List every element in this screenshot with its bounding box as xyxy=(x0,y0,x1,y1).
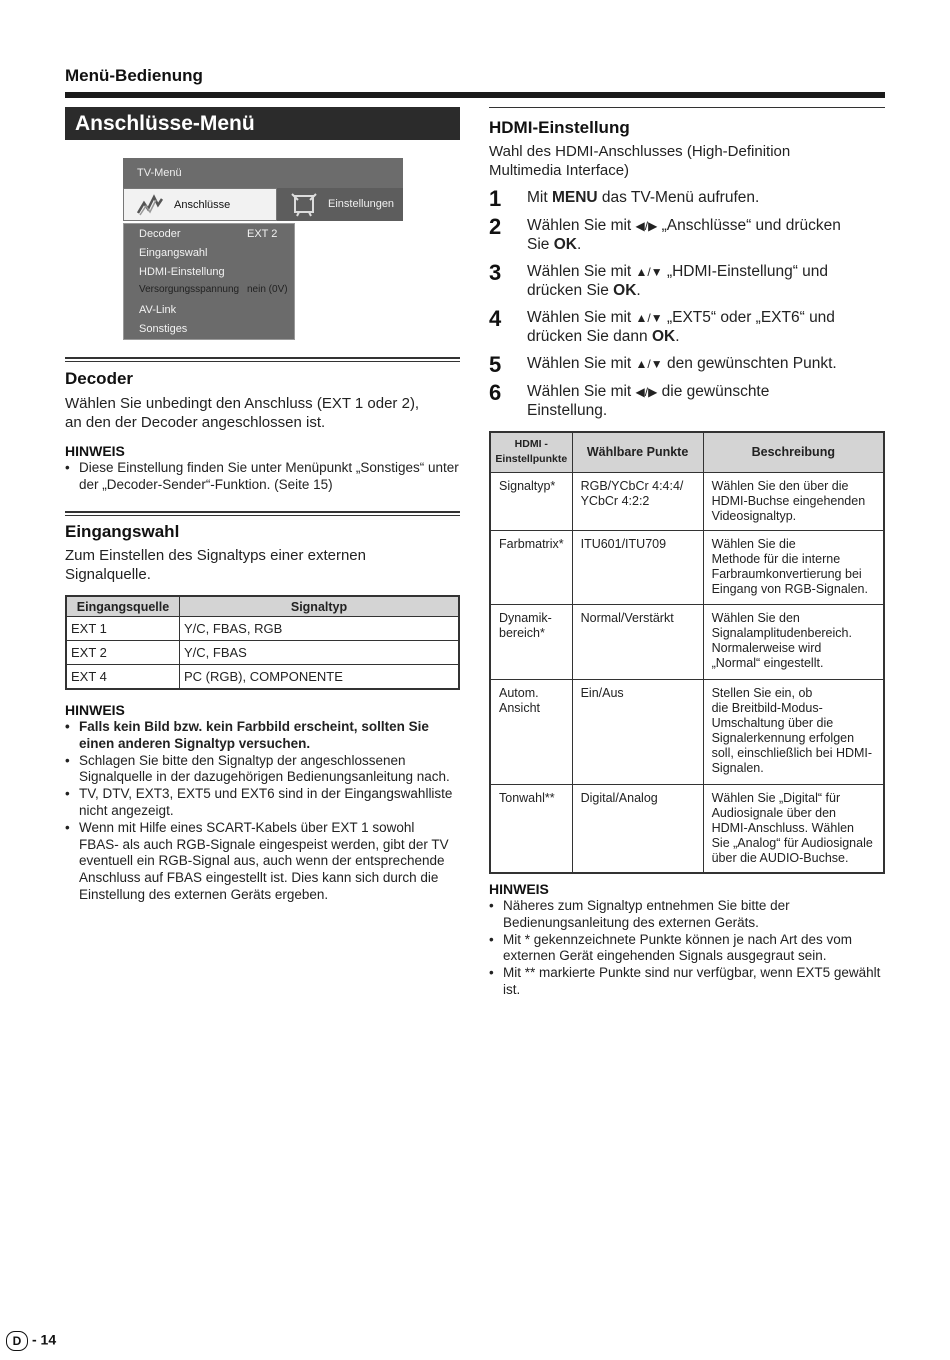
signal-table xyxy=(65,595,460,690)
step-text xyxy=(527,309,887,346)
step-key: OK xyxy=(651,327,676,345)
hdmi-intro-line: Multimedia Interface) xyxy=(489,162,630,179)
step-text-part: Wählen Sie mit xyxy=(527,309,636,326)
hdmi-top-rule xyxy=(489,107,885,108)
step-text-part: Wählen Sie mit xyxy=(527,217,636,234)
connection-icon xyxy=(136,193,168,217)
decoder-text-line: Wählen Sie unbedingt den Anschluss (EXT 1 oder 2), xyxy=(65,395,420,412)
table-cell: Normal/Verstärkt xyxy=(572,604,703,679)
arrow-keys-icon: ◀/▶ xyxy=(635,385,658,399)
table-header: Beschreibung xyxy=(703,432,884,472)
page-number: - 14 xyxy=(32,1331,57,1348)
menu-row-label: Sonstiges xyxy=(139,323,188,335)
tv-menu-title: TV-Menü xyxy=(123,158,403,188)
tv-menu-illustration xyxy=(123,158,403,340)
table-cell: Tonwahl** xyxy=(490,784,572,873)
menu-row-eingangswahl xyxy=(139,244,208,263)
section-divider xyxy=(65,357,460,362)
table-cell: EXT 4 xyxy=(66,665,180,690)
table-cell: Farbmatrix* xyxy=(490,530,572,604)
settings-icon xyxy=(289,191,319,217)
step-text-part: Sie xyxy=(527,235,554,253)
note-item: • Diese Einstellung finden Sie unter Menüpunkt „Sonstiges“ unter der „Decoder-Sender“-Funktion. (Seite 15) xyxy=(65,460,460,494)
table-header: HDMI - Einstellpunkte xyxy=(490,432,572,472)
step-text xyxy=(527,263,887,300)
table-cell: PC (RGB), COMPONENTE xyxy=(180,665,460,690)
eingangswahl-notes xyxy=(65,719,457,904)
step-text-part: . xyxy=(636,281,641,299)
eingangswahl-text-line: Zum Einstellen des Signaltyps einer externen xyxy=(65,547,366,564)
note-item: • Näheres zum Signaltyp entnehmen Sie bitte der Bedienungsanleitung des externen Geräts. xyxy=(489,898,885,932)
step-key: OK xyxy=(553,235,577,253)
note-item: • Schlagen Sie bitte den Signaltyp der angeschlossenen Signalquelle in der dazugehörigen Bedienungsanleitung nach. xyxy=(65,753,457,787)
menu-row-versorgung xyxy=(139,282,288,301)
step-text-part: „HDMI-Einstellung“ und xyxy=(662,263,829,280)
table-cell: ITU601/ITU709 xyxy=(572,530,703,604)
step-text xyxy=(527,383,887,420)
eingangswahl-hinweis: HINWEIS xyxy=(65,702,125,718)
menu-row-label: HDMI-Einstellung xyxy=(139,266,225,278)
page-footer xyxy=(6,1331,56,1351)
table-cell: Ein/Aus xyxy=(572,679,703,784)
table-row xyxy=(490,530,884,604)
decoder-notes xyxy=(65,460,460,494)
table-cell: Y/C, FBAS xyxy=(180,641,460,665)
step-text-part: den gewünschten Punkt. xyxy=(662,355,837,372)
menu-row-label: Versorgungsspannung xyxy=(139,284,240,295)
menu-row-value: nein (0V) xyxy=(247,284,288,295)
step-text-part: Wählen Sie mit xyxy=(527,383,636,400)
note-item: • Wenn mit Hilfe eines SCART-Kabels über EXT 1 sowohl FBAS- als auch RGB-Signale eingespeist werden, gibt der TV eventuell ein RGB-Signal aus, auch wenn der entsprechende Anschluss auf FBAS eingestellt ist. Dies kann sich durch die Einstellung des externen Geräts ergeben. xyxy=(65,820,457,904)
table-header-row xyxy=(66,596,459,617)
table-cell: Wählen Sie den über die HDMI-Buchse eingehenden Videosignaltyp. xyxy=(703,472,884,530)
menu-row-hdmi xyxy=(139,263,225,282)
page-header-title: Menü-Bedienung xyxy=(65,66,203,85)
tab-einstellungen xyxy=(277,188,403,221)
note-item: • Falls kein Bild bzw. kein Farbbild erscheint, sollten Sie einen anderen Signaltyp versuchen. xyxy=(65,719,457,753)
step-text-part: „EXT5“ oder „EXT6“ und xyxy=(662,309,835,326)
section-banner: Anschlüsse-Menü xyxy=(65,107,460,140)
table-cell: Wählen Sie den Signalamplitudenbereich. Normalerweise wird „Normal“ eingestellt. xyxy=(703,604,884,679)
table-header-row xyxy=(490,432,884,472)
table-cell: Autom. Ansicht xyxy=(490,679,572,784)
menu-row-avlink xyxy=(139,301,176,320)
step-text-part: Wählen Sie mit xyxy=(527,355,636,372)
step-text-part: . xyxy=(675,327,680,345)
tab-anschluesse-label: Anschlüsse xyxy=(174,199,231,211)
table-cell: Signaltyp* xyxy=(490,472,572,530)
step-text-part: drücken Sie dann xyxy=(527,327,652,345)
step-text-part: . xyxy=(576,235,582,253)
hdmi-heading: HDMI-Einstellung xyxy=(489,118,630,137)
table-row xyxy=(490,679,884,784)
hdmi-notes xyxy=(489,898,885,999)
menu-row-label: AV-Link xyxy=(139,304,177,316)
decoder-text-line: an den der Decoder angeschlossen ist. xyxy=(65,414,326,431)
step-text xyxy=(527,355,887,374)
hdmi-hinweis: HINWEIS xyxy=(489,881,549,897)
note-item: • Mit * gekennzeichnete Punkte können je nach Art des vom externen Gerät eingehenden Signals ausgegraut sein. xyxy=(489,932,885,966)
decoder-text xyxy=(65,394,460,432)
step-number: 4 xyxy=(489,306,502,331)
table-row xyxy=(490,472,884,530)
table-cell: Y/C, FBAS, RGB xyxy=(180,617,460,641)
step-text-part: drücken Sie xyxy=(527,281,614,299)
tab-anschluesse xyxy=(123,188,277,221)
hdmi-intro xyxy=(489,142,885,180)
tv-menu-list xyxy=(123,223,295,340)
step-number: 3 xyxy=(489,260,502,285)
table-cell: Stellen Sie ein, ob die Breitbild-Modus- Umschaltung über die Signalerkennung erfolgen soll, einschließlich bei HDMI- Signalen. xyxy=(703,679,884,784)
menu-row-sonstiges xyxy=(139,320,187,339)
table-cell: Dynamik- bereich* xyxy=(490,604,572,679)
section-divider xyxy=(65,511,460,516)
step-key: MENU xyxy=(551,189,598,206)
step-text xyxy=(527,217,887,254)
arrow-keys-icon: ▲/▼ xyxy=(635,311,663,325)
menu-row-decoder xyxy=(139,225,278,244)
hdmi-steps xyxy=(489,186,885,426)
menu-row-label: Eingangswahl xyxy=(139,247,208,259)
step-key: OK xyxy=(613,281,637,299)
step-text-part: Mit xyxy=(527,189,552,206)
arrow-keys-icon: ◀/▶ xyxy=(635,219,658,233)
table-row xyxy=(490,784,884,873)
table-cell: Wählen Sie die Methode für die interne Farbraumkonvertierung bei Eingang von RGB-Signalen. xyxy=(703,530,884,604)
step-text xyxy=(527,189,887,208)
table-row xyxy=(66,617,459,641)
step-text-part: das TV-Menü aufrufen. xyxy=(597,189,760,206)
table-cell: EXT 1 xyxy=(66,617,180,641)
table-header: Wählbare Punkte xyxy=(572,432,703,472)
eingangswahl-text-line: Signalquelle. xyxy=(65,566,151,583)
language-badge: D xyxy=(6,1331,28,1351)
table-header: Eingangsquelle xyxy=(66,596,180,617)
step-text-part: Wählen Sie mit xyxy=(527,263,636,280)
table-cell: EXT 2 xyxy=(66,641,180,665)
note-item: • Mit ** markierte Punkte sind nur verfügbar, wenn EXT5 gewählt ist. xyxy=(489,965,885,999)
eingangswahl-heading: Eingangswahl xyxy=(65,522,180,541)
table-cell: RGB/YCbCr 4:4:4/ YCbCr 4:2:2 xyxy=(572,472,703,530)
step-number: 2 xyxy=(489,214,502,239)
arrow-keys-icon: ▲/▼ xyxy=(635,265,663,279)
eingangswahl-text xyxy=(65,546,460,584)
header-rule xyxy=(65,92,885,98)
step-number: 6 xyxy=(489,380,502,405)
step-text-part: „Anschlüsse“ und drücken xyxy=(657,217,841,234)
decoder-heading: Decoder xyxy=(65,369,134,388)
step-text-part: Einstellung. xyxy=(527,401,608,419)
hdmi-intro-line: Wahl des HDMI-Anschlusses (High-Definition xyxy=(489,143,791,160)
table-row xyxy=(490,604,884,679)
menu-row-label: Decoder xyxy=(139,228,181,240)
hdmi-table xyxy=(489,431,885,874)
tab-einstellungen-label: Einstellungen xyxy=(328,198,395,210)
table-header: Signaltyp xyxy=(180,596,460,617)
table-row xyxy=(66,665,459,690)
table-cell: Wählen Sie „Digital“ für Audiosignale über den HDMI-Anschluss. Wählen Sie „Analog“ für Audiosignale über die AUDIO-Buchse. xyxy=(703,784,884,873)
step-text-part: die gewünschte xyxy=(657,383,770,400)
menu-row-value: EXT 2 xyxy=(247,228,278,240)
step-number: 1 xyxy=(489,186,502,211)
step-number: 5 xyxy=(489,352,502,377)
table-row xyxy=(66,641,459,665)
arrow-keys-icon: ▲/▼ xyxy=(635,357,663,371)
decoder-hinweis: HINWEIS xyxy=(65,443,125,459)
table-cell: Digital/Analog xyxy=(572,784,703,873)
note-item: • TV, DTV, EXT3, EXT5 und EXT6 sind in der Eingangswahlliste nicht angezeigt. xyxy=(65,786,457,820)
